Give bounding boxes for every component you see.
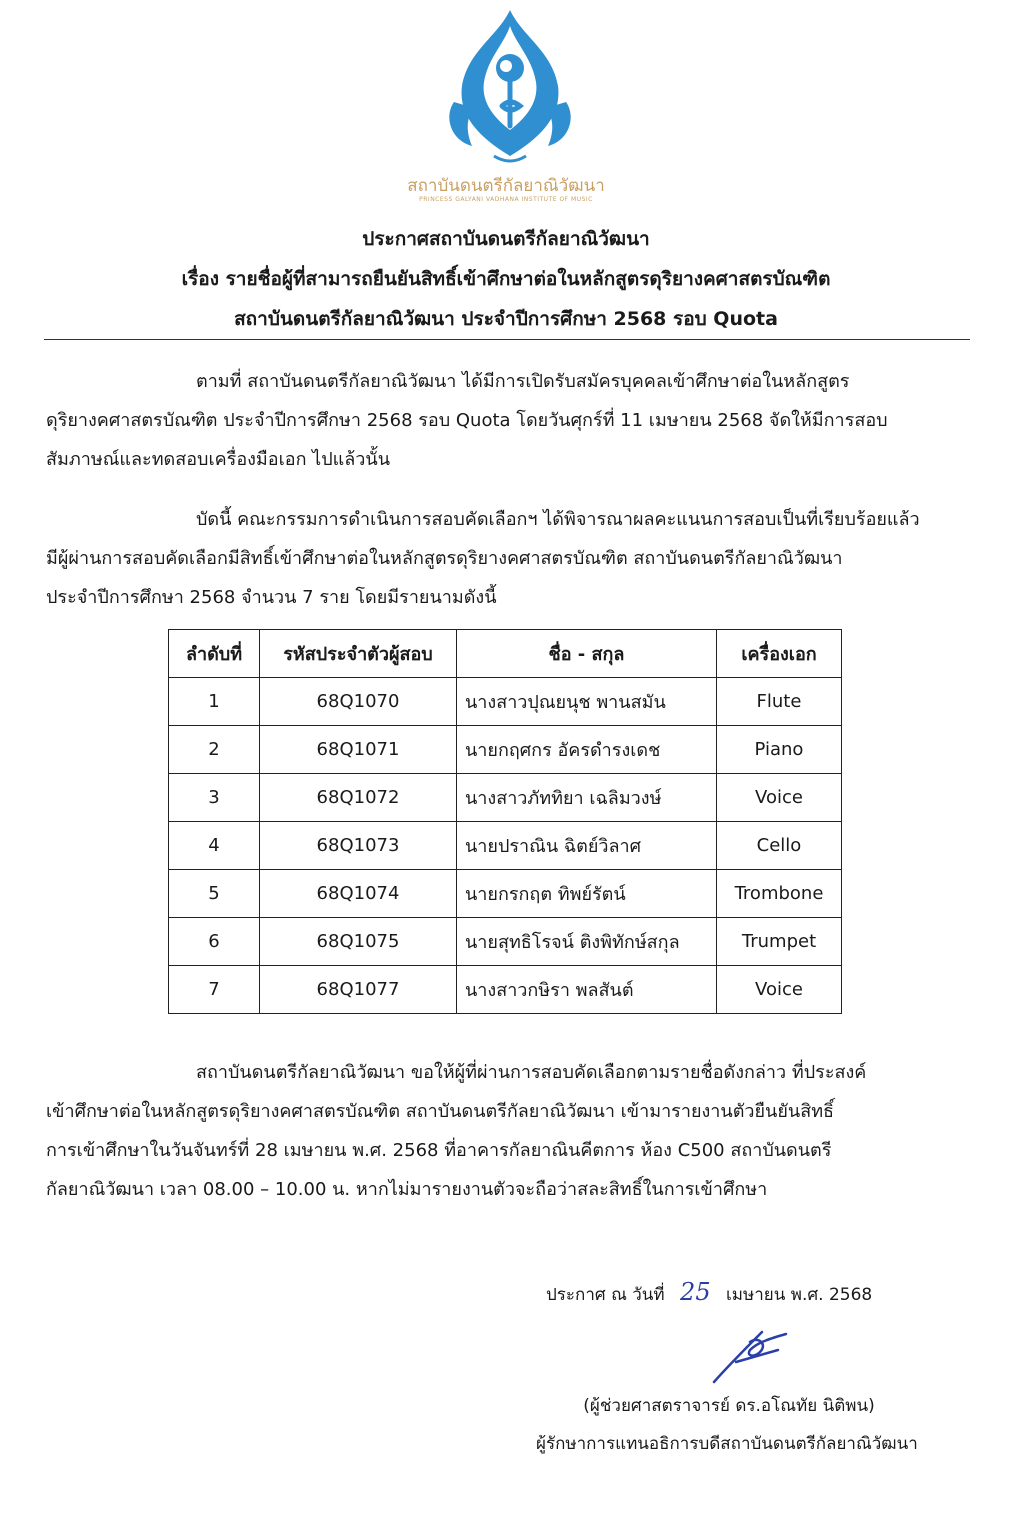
announcement-date: [546, 1278, 872, 1308]
cell-order: 2: [169, 726, 260, 774]
date-prefix: ประกาศ ณ วันที่: [546, 1285, 665, 1305]
paragraph-line: การเข้าศึกษาในวันจันทร์ที่ 28 เมษายน พ.ศ. 2568 ที่อาคารกัลยาณินคีตการ ห้อง C500 สถาบันดนตรี: [46, 1140, 832, 1161]
header-instrument: เครื่องเอก: [717, 630, 842, 678]
paragraph-line: ตามที่ สถาบันดนตรีกัลยาณิวัฒนา ได้มีการเปิดรับสมัครบุคคลเข้าศึกษาต่อในหลักสูตร: [196, 371, 850, 392]
table-row: [169, 966, 842, 1014]
paragraph-result: [46, 500, 968, 617]
cell-exam-id: 68Q1071: [260, 726, 457, 774]
cell-instrument: Voice: [717, 774, 842, 822]
cell-order: 1: [169, 678, 260, 726]
cell-full-name: นายปราณิน ฉิตย์วิลาศ: [457, 822, 717, 870]
table-row: [169, 870, 842, 918]
title-divider: [44, 339, 970, 340]
table-row: [169, 918, 842, 966]
cell-order: 6: [169, 918, 260, 966]
date-suffix: เมษายน พ.ศ. 2568: [726, 1285, 873, 1305]
cell-exam-id: 68Q1072: [260, 774, 457, 822]
cell-order: 5: [169, 870, 260, 918]
candidate-table: [168, 629, 842, 1014]
table-header-row: [169, 630, 842, 678]
announcement-subject: เรื่อง รายชื่อผู้ที่สามารถยืนยันสิทธิ์เข้าศึกษาต่อในหลักสูตรดุริยางคศาสตรบัณฑิต: [181, 268, 831, 290]
cell-exam-id: 68Q1070: [260, 678, 457, 726]
paragraph-instructions: [46, 1053, 968, 1209]
cell-exam-id: 68Q1073: [260, 822, 457, 870]
cell-exam-id: 68Q1074: [260, 870, 457, 918]
cell-order: 4: [169, 822, 260, 870]
cell-instrument: Piano: [717, 726, 842, 774]
paragraph-line: ดุริยางคศาสตรบัณฑิต ประจำปีการศึกษา 2568 รอบ Quota โดยวันศุกร์ที่ 11 เมษายน 2568 จัดให้มีการสอบ: [46, 410, 888, 431]
institute-logo: [440, 6, 580, 174]
cell-full-name: นางสาวภัททิยา เฉลิมวงษ์: [457, 774, 717, 822]
announcement-title: ประกาศสถาบันดนตรีกัลยาณิวัฒนา: [362, 228, 650, 250]
cell-order: 7: [169, 966, 260, 1014]
cell-instrument: Trombone: [717, 870, 842, 918]
cell-exam-id: 68Q1075: [260, 918, 457, 966]
cell-full-name: นายกรกฤต ทิพย์รัตน์: [457, 870, 717, 918]
table-row: [169, 822, 842, 870]
cell-order: 3: [169, 774, 260, 822]
cell-full-name: นางสาวกษิรา พลสันต์: [457, 966, 717, 1014]
table-row: [169, 678, 842, 726]
logo-name-english: PRINCESS GALYANI VADHANA INSTITUTE OF MUSIC: [419, 196, 593, 203]
table-row: [169, 726, 842, 774]
handwritten-day: 25: [680, 1278, 711, 1306]
cell-full-name: นางสาวปุณยนุช พานสมัน: [457, 678, 717, 726]
paragraph-line: สัมภาษณ์และทดสอบเครื่องมือเอก ไปแล้วนั้น: [46, 449, 391, 470]
cell-instrument: Voice: [717, 966, 842, 1014]
paragraph-line: ประจำปีการศึกษา 2568 จำนวน 7 ราย โดยมีรายนามดังนี้: [46, 587, 497, 608]
signature-icon: [706, 1322, 796, 1388]
paragraph-background: [46, 362, 968, 479]
paragraph-line: บัดนี้ คณะกรรมการดำเนินการสอบคัดเลือกฯ ได้พิจารณาผลคะแนนการสอบเป็นที่เรียบร้อยแล้ว: [196, 509, 920, 530]
cell-instrument: Trumpet: [717, 918, 842, 966]
paragraph-line: สถาบันดนตรีกัลยาณิวัฒนา ขอให้ผู้ที่ผ่านการสอบคัดเลือกตามรายชื่อดังกล่าว ที่ประสงค์: [196, 1062, 867, 1083]
header-full-name: ชื่อ - สกุล: [457, 630, 717, 678]
header-exam-id: รหัสประจำตัวผู้สอบ: [260, 630, 457, 678]
cell-exam-id: 68Q1077: [260, 966, 457, 1014]
paragraph-line: กัลยาณิวัฒนา เวลา 08.00 – 10.00 น. หากไม่มารายงานตัวจะถือว่าสละสิทธิ์ในการเข้าศึกษา: [46, 1179, 768, 1200]
cell-instrument: Flute: [717, 678, 842, 726]
announcement-subject-line2: สถาบันดนตรีกัลยาณิวัฒนา ประจำปีการศึกษา 2568 รอบ Quota: [234, 308, 778, 330]
signatory-title: ผู้รักษาการแทนอธิการบดีสถาบันดนตรีกัลยาณิวัฒนา: [536, 1434, 918, 1454]
cell-instrument: Cello: [717, 822, 842, 870]
header-order: ลำดับที่: [169, 630, 260, 678]
paragraph-line: เข้าศึกษาต่อในหลักสูตรดุริยางคศาสตรบัณฑิต สถาบันดนตรีกัลยาณิวัฒนา เข้ามารายงานตัวยืนยันสิทธิ์: [46, 1101, 835, 1122]
paragraph-line: มีผู้ผ่านการสอบคัดเลือกมีสิทธิ์เข้าศึกษาต่อในหลักสูตรดุริยางคศาสตรบัณฑิต สถาบันดนตรีกัลยาณิวัฒนา: [46, 548, 843, 569]
table-row: [169, 774, 842, 822]
signatory-name: (ผู้ช่วยศาสตราจารย์ ดร.อโณทัย นิติพน): [583, 1396, 875, 1416]
cell-full-name: นายกฤศกร อัครดำรงเดช: [457, 726, 717, 774]
logo-name-thai: สถาบันดนตรีกัลยาณิวัฒนา: [407, 176, 605, 196]
cell-full-name: นายสุทธิโรจน์ ติงพิทักษ์สกุล: [457, 918, 717, 966]
